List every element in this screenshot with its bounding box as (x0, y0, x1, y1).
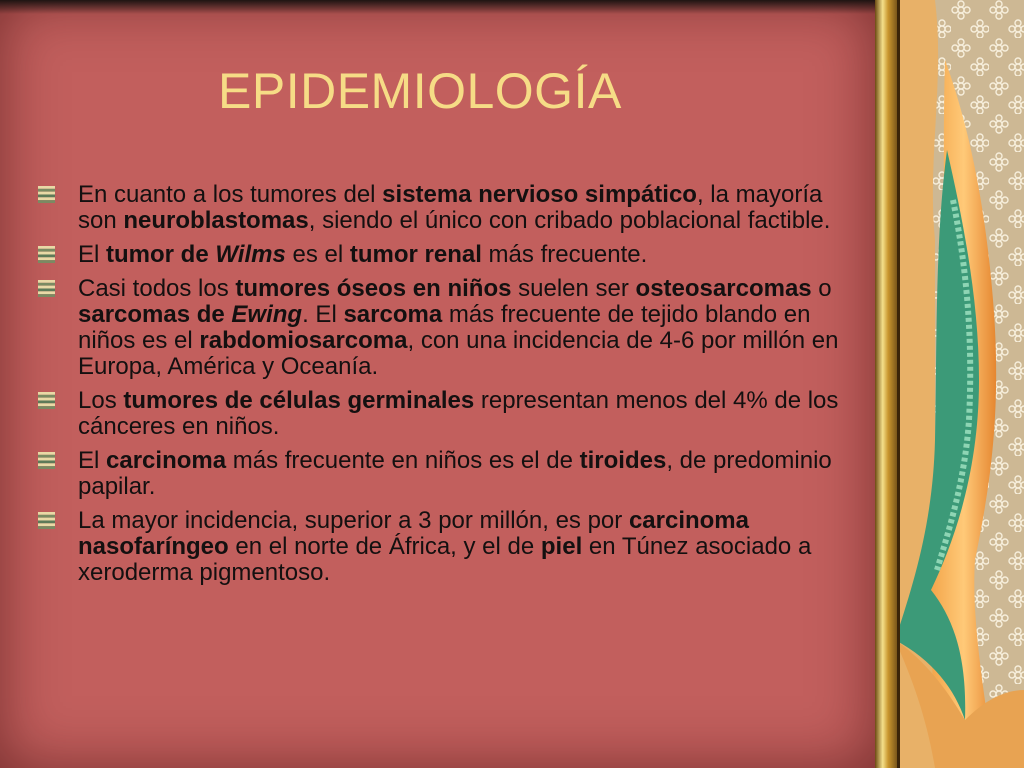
emphasis-text: carcinoma nasofaríngeo (78, 507, 749, 560)
text-run: , con una incidencia de 4-6 por millón en Europa, América y Oceanía. (78, 327, 839, 380)
text-run: representan menos del 4% de los cánceres en niños. (78, 387, 839, 440)
bullet-item (38, 388, 853, 440)
bullet-item (38, 276, 853, 380)
text-run: , la mayoría son (78, 181, 823, 234)
emphasis-text: tiroides (579, 447, 667, 474)
emphasis-text: rabdomiosarcoma (199, 327, 408, 354)
emphasis-text: tumor de (106, 241, 216, 268)
text-run: En cuanto a los tumores del (78, 181, 383, 208)
emphasis-text: tumor renal (349, 241, 482, 268)
bullet-text (78, 276, 853, 380)
emphasis-text: sarcomas de (78, 301, 232, 328)
text-run: es el (285, 241, 350, 268)
text-run: suelen ser (511, 275, 636, 302)
emphasis-text: carcinoma (106, 447, 227, 474)
striped-square-bullet-icon (38, 186, 55, 203)
text-run: Los (78, 387, 124, 414)
slide-title: EPIDEMIOLOGÍA (218, 63, 622, 119)
bullet-text (78, 508, 853, 586)
bullet-item (38, 508, 853, 586)
text-run: , siendo el único con cribado poblacional factible. (308, 207, 831, 234)
emphasis-text: Wilms (215, 241, 286, 268)
text-run: Casi todos los (78, 275, 236, 302)
striped-square-bullet-icon (38, 246, 55, 263)
text-run: más frecuente de tejido blando en niños es el (78, 301, 811, 354)
bullet-item (38, 242, 853, 268)
text-run: más frecuente en niños es el de (226, 447, 580, 474)
bullet-text (78, 388, 853, 440)
text-run: en el norte de África, y el de (228, 533, 541, 560)
emphasis-text: Ewing (231, 301, 303, 328)
bullet-item (38, 182, 853, 234)
striped-square-bullet-icon (38, 392, 55, 409)
emphasis-text: piel (540, 533, 583, 560)
bullet-list (38, 182, 853, 594)
emphasis-text: tumores óseos en niños (235, 275, 512, 302)
text-run: en Túnez asociado a xeroderma pigmentoso. (78, 533, 812, 586)
striped-square-bullet-icon (38, 452, 55, 469)
bullet-item (38, 448, 853, 500)
text-run: , de predominio papilar. (78, 447, 832, 500)
bullet-text (78, 448, 853, 500)
text-run: o (811, 275, 832, 302)
text-run: La mayor incidencia, superior a 3 por millón, es por (78, 507, 629, 534)
striped-square-bullet-icon (38, 280, 55, 297)
striped-square-bullet-icon (38, 512, 55, 529)
bullet-text (78, 242, 853, 268)
text-run: El (78, 241, 107, 268)
emphasis-text: sarcoma (343, 301, 443, 328)
emphasis-text: tumores de células germinales (123, 387, 475, 414)
text-run: . El (302, 301, 344, 328)
emphasis-text: sistema nervioso simpático (382, 181, 697, 208)
text-run: más frecuente. (481, 241, 648, 268)
bullet-text (78, 182, 853, 234)
emphasis-text: osteosarcomas (635, 275, 812, 302)
emphasis-text: neuroblastomas (123, 207, 309, 234)
decorative-floral-ribbon-border (875, 0, 1024, 768)
text-run: El (78, 447, 107, 474)
